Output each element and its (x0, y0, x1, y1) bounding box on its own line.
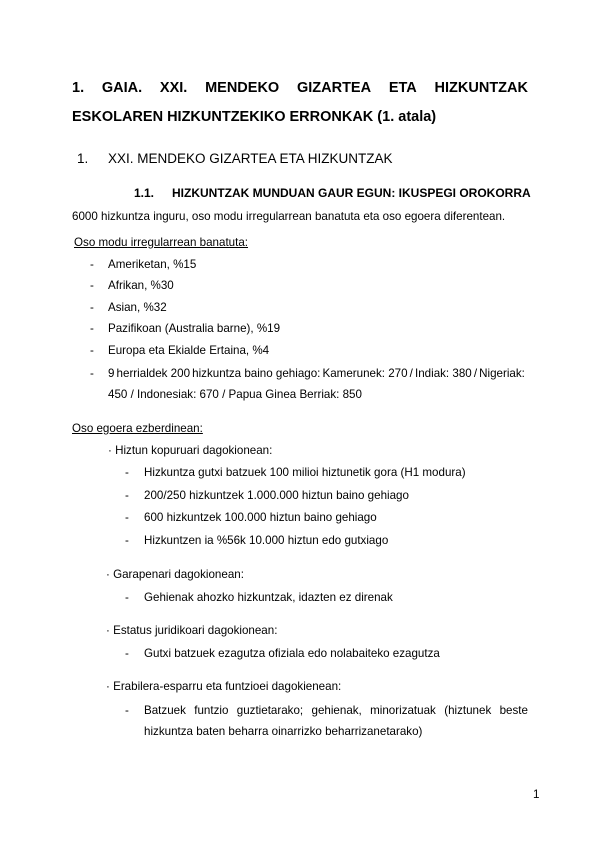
section-title: XXI. MENDEKO GIZARTEA ETA HIZKUNTZAK (108, 151, 393, 166)
list-item: Hizkuntzen ia %56k 10.000 hiztun edo gutxiago (144, 534, 389, 547)
list-dash: - (90, 279, 94, 292)
list-dash: - (90, 322, 94, 335)
list-dash: - (125, 489, 129, 502)
list-dash: - (125, 704, 129, 717)
subsection-number: 1.1. (134, 186, 155, 200)
list-item: 600 hizkuntzek 100.000 hiztun baino gehiago (144, 511, 377, 524)
chapter-title-line2: ESKOLAREN HIZKUNTZEKIKO ERRONKAK (1. atala) (72, 109, 437, 125)
group-label-functions: · Erabilera-esparru eta funtzioei dagokienean: (106, 680, 342, 693)
list-dash: - (90, 367, 94, 380)
list-dash: - (90, 258, 94, 271)
list-item: Ameriketan, %15 (108, 258, 197, 271)
list-item-line2: 450 / Indonesiak: 670 / Papua Ginea Berriak: 850 (108, 388, 362, 401)
list-item: Europa eta Ekialde Ertaina, %4 (108, 344, 270, 357)
list-dash: - (125, 591, 129, 604)
list-item: 200/250 hizkuntzek 1.000.000 hiztun baino gehiago (144, 489, 409, 502)
group-label-speakers: · Hiztun kopuruari dagokionean: (108, 444, 273, 457)
intro-paragraph: 6000 hizkuntza inguru, oso modu irregularrean banatuta eta oso egoera diferentean. (72, 210, 506, 223)
list-item: Gehienak ahozko hizkuntzak, idazten ez direnak (144, 591, 393, 604)
section-number: 1. (77, 151, 89, 166)
list-dash: - (125, 647, 129, 660)
list-item-line1: Batzuek funtzio guztietarako; gehienak, minorizatuak (hiztunek beste (144, 704, 528, 717)
list-item-line2: hizkuntza baten beharra oinarrizko beharrizanetarako) (144, 725, 423, 738)
list-item-line1: 9 herrialdek 200 hizkuntza baino gehiago: Kamerunek: 270 / Indiak: 380 / Nigeriak: (108, 367, 525, 380)
situations-heading: Oso egoera ezberdinean: (72, 422, 203, 435)
list-dash: - (90, 301, 94, 314)
chapter-title-line1: 1. GAIA. XXI. MENDEKO GIZARTEA ETA HIZKUNTZAK (72, 80, 528, 96)
group-label-legal-status: · Estatus juridikoari dagokionean: (106, 624, 278, 637)
subsection-title: HIZKUNTZAK MUNDUAN GAUR EGUN: IKUSPEGI OROKORRA (172, 186, 531, 200)
list-item: Afrikan, %30 (108, 279, 174, 292)
page-number: 1 (533, 788, 540, 801)
list-item: Hizkuntza gutxi batzuek 100 milioi hiztunetik gora (H1 modura) (144, 466, 466, 479)
list-item: Pazifikoan (Australia barne), %19 (108, 322, 281, 335)
distribution-heading: Oso modu irregularrean banatuta: (74, 236, 249, 249)
list-dash: - (90, 344, 94, 357)
list-dash: - (125, 466, 129, 479)
group-label-development: · Garapenari dagokionean: (106, 568, 244, 581)
list-item: Asian, %32 (108, 301, 167, 314)
list-dash: - (125, 511, 129, 524)
list-dash: - (125, 534, 129, 547)
list-item: Gutxi batzuek ezagutza ofiziala edo nolabaiteko ezagutza (144, 647, 440, 660)
